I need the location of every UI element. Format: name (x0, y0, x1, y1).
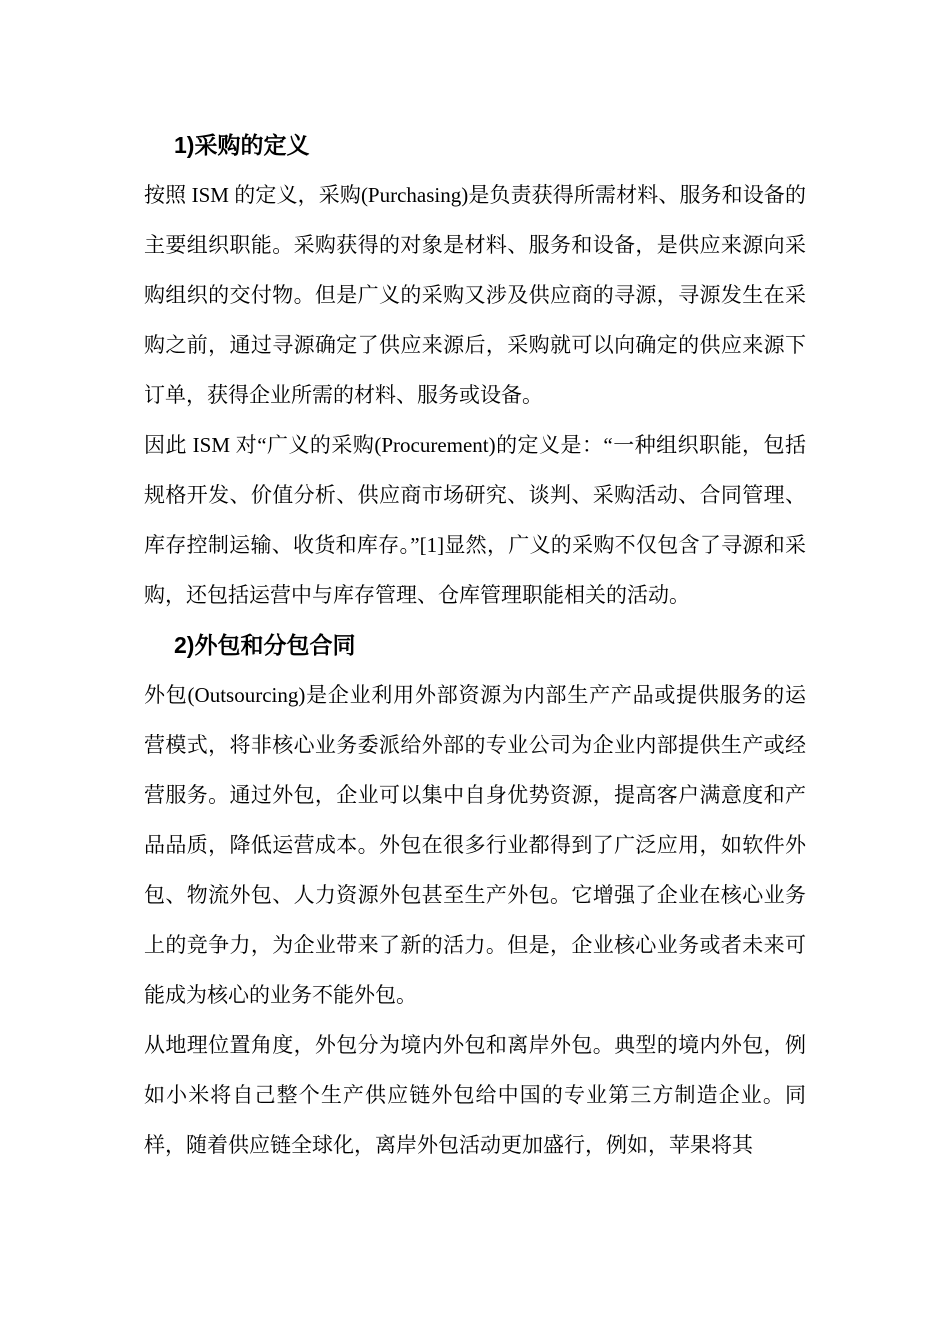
paragraph-outsourcing-definition: 外包(Outsourcing)是企业利用外部资源为内部生产产品或提供服务的运营模式，将非核心业务委派给外部的专业公司为企业内部提供生产或经营服务。通过外包，企业可以集中自身优势资源，提高客户满意度和产品品质，降低运营成本。外包在很多行业都得到了广泛应用，如软件外包、物流外包、人力资源外包甚至生产外包。它增强了企业在核心业务上的竞争力，为企业带来了新的活力。但是，企业核心业务或者未来可能成为核心的业务不能外包。 (144, 683, 806, 1007)
paragraph-outsourcing-geography: 从地理位置角度，外包分为境内外包和离岸外包。典型的境内外包，例如小米将自己整个生产供应链外包给中国的专业第三方制造企业。同样，随着供应链全球化，离岸外包活动更加盛行，例如，苹果将其 (144, 1033, 806, 1157)
paragraph-purchasing-ism-definition: 按照 ISM 的定义，采购(Purchasing)是负责获得所需材料、服务和设备的主要组织职能。采购获得的对象是材料、服务和设备，是供应来源向采购组织的交付物。但是广义的采购又涉及供应商的寻源，寻源发生在采购之前，通过寻源确定了供应来源后，采购就可以向确定的供应来源下订单，获得企业所需的材料、服务或设备。 (144, 183, 806, 407)
heading-procurement-definition: 1)采购的定义 (174, 132, 310, 158)
paragraph-procurement-broad-definition: 因此 ISM 对“广义的采购(Procurement)的定义是：“一种组织职能，包括规格开发、价值分析、供应商市场研究、谈判、采购活动、合同管理、库存控制运输、收货和库存。”[1]显然，广义的采购不仅包含了寻源和采购，还包括运营中与库存管理、仓库管理职能相关的活动。 (144, 433, 806, 607)
heading-outsourcing-subcontract: 2)外包和分包合同 (174, 632, 356, 658)
document-content (144, 120, 806, 1170)
